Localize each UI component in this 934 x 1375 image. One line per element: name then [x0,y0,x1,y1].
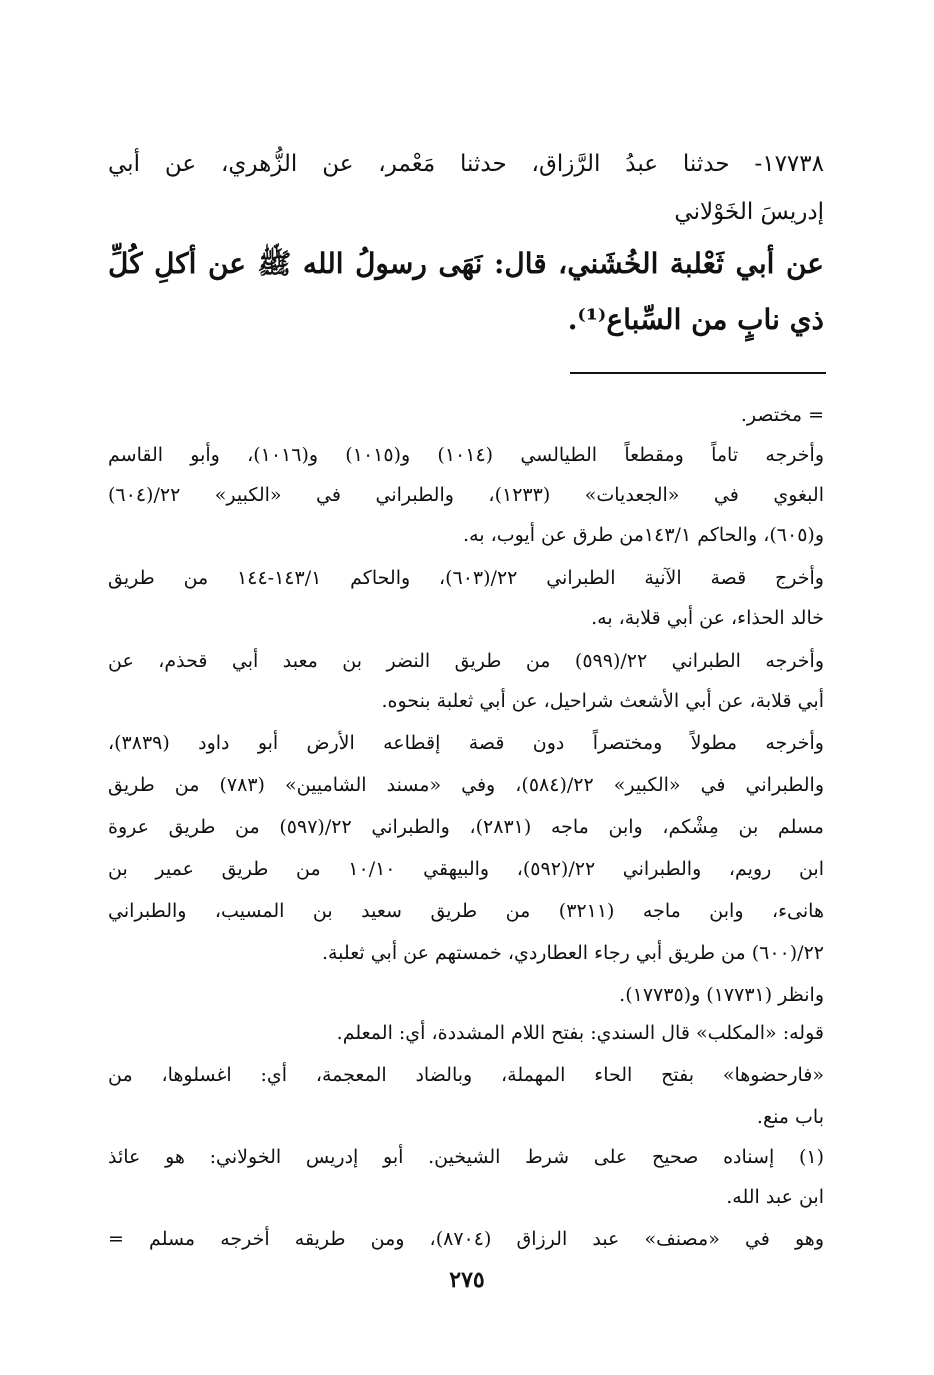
footnote-line: وأخرجه مطولاً ومختصراً دون قصة إقطاعه الأرض أبو داود (٣٨٣٩)، [108,732,824,754]
footnote-line: «فارحضوها» بفتح الحاء المهملة، وبالضاد المعجمة، أي: اغسلوها، من [108,1064,824,1086]
footnote-line: ٢٢/(٦٠٠) من طريق أبي رجاء العطاردي، خمستهم عن أبي ثعلبة. [321,942,824,964]
footnote-line: وهو في «مصنف» عبد الرزاق (٨٧٠٤)، ومن طريقه أخرجه مسلم = [108,1228,824,1250]
footnote-line: أبي قلابة، عن أبي الأشعث شراحيل، عن أبي ثعلبة بنحوه. [381,690,824,712]
footnote-line: وأخرجه الطبراني ٢٢/(٥٩٩) من طريق النضر بن معبد أبي قحذم، عن [108,650,824,672]
footnote-line: خالد الحذاء، عن أبي قلابة، به. [591,607,824,629]
footnote-line: باب منع. [756,1106,824,1128]
footnote-separator [570,372,826,374]
footnote-line: مسلم بن مِشْكم، وابن ماجه (٢٨٣١)، والطبراني ٢٢/(٥٩٧) من طريق عروة [108,816,824,838]
footnote-line: وأخرجه تاماً ومقطعاً الطيالسي (١٠١٤) و(١٠١٥) و(١٠١٦)، وأبو القاسم [108,444,824,466]
footnote-line: وأخرج قصة الآنية الطبراني ٢٢/(٦٠٣)، والحاكم ١٤٣/١-١٤٤ من طريق [108,567,824,589]
hadith-isnad-line-2: إدريسَ الخَوْلاني [674,199,824,225]
footnote-line: قوله: «المكلب» قال السندي: بفتح اللام المشددة، أي: المعلم. [336,1022,824,1044]
footnote-line: ابن عبد الله. [726,1186,824,1208]
footnote-line: ابن رويم، والطبراني ٢٢/(٥٩٢)، والبيهقي ١٠/١٠ من طريق عمير بن [108,858,824,880]
page-number: ٢٧٥ [449,1267,485,1293]
footnote-line: وانظر (١٧٧٣١) و(١٧٧٣٥). [619,984,824,1006]
footnote-line: (١) إسناده صحيح على شرط الشيخين. أبو إدريس الخولاني: هو عائذ [108,1146,824,1168]
footnote-line: = مختصر. [740,404,824,426]
footnote-line: البغوي في «الجعديات» (١٢٣٣)، والطبراني في «الكبير» ٢٢/(٦٠٤) [108,484,824,506]
footnote-line: والطبراني في «الكبير» ٢٢/(٥٨٤)، وفي «مسند الشاميين» (٧٨٣) من طريق [108,774,824,796]
hadith-isnad-line-1: ١٧٧٣٨- حدثنا عبدُ الرَّزاق، حدثنا مَعْمر، عن الزُّهري، عن أبي [108,151,824,177]
footnote-line: هانىء، وابن ماجه (٣٢١١) من طريق سعيد بن المسيب، والطبراني [108,900,824,922]
footnote-line: و(٦٠٥)، والحاكم ١٤٣/١من طرق عن أيوب، به. [463,524,824,546]
hadith-matn-line-1: عن أبي ثَعْلبة الخُشَني، قال: نَهَى رسولُ الله ﷺ عن أكلِ كُلِّ [108,247,824,280]
hadith-matn-line-2: ذي نابٍ من السِّباع⁽¹⁾. [567,303,824,336]
